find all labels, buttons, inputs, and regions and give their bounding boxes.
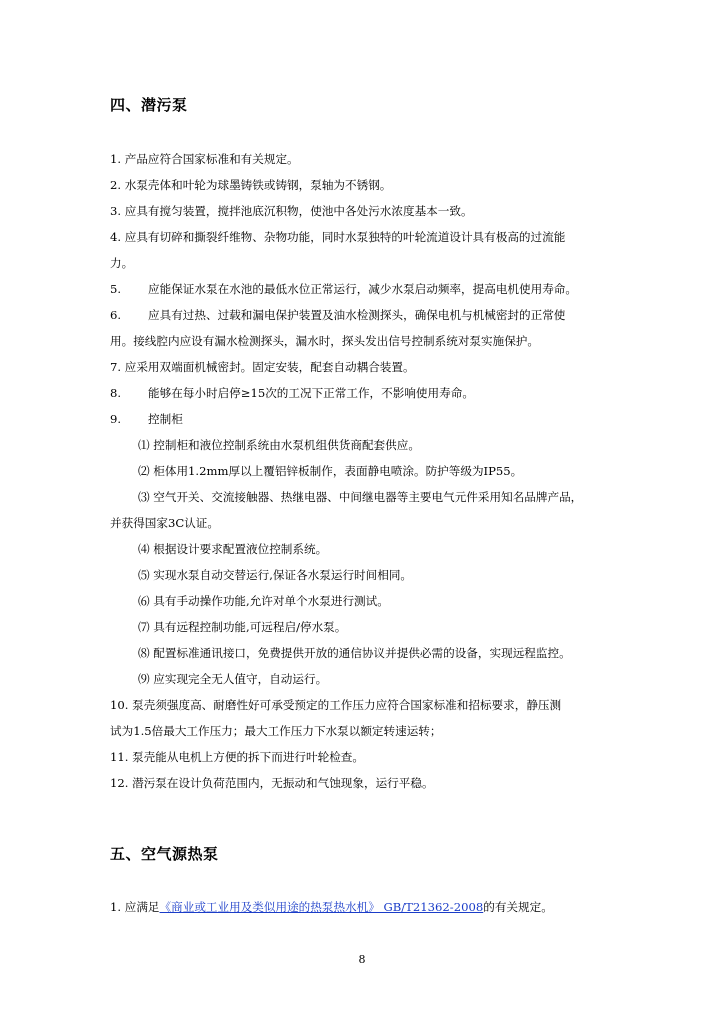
item-5-text: 应能保证水泵在水池的最低水位正常运行，减少水泵启动频率，提高电机使用寿命。: [148, 282, 577, 296]
page-number: 8: [358, 953, 366, 966]
subitem-6: ⑹ 具有手动操作功能,允许对单个水泵进行测试。: [138, 594, 389, 608]
item-1: 1. 产品应符合国家标准和有关规定。: [110, 152, 299, 166]
item-9-text: 控制柜: [148, 412, 183, 426]
item-4-line-1: 4. 应具有切碎和撕裂纤维物、杂物功能，同时水泵独特的叶轮流道设计具有极高的过流能: [110, 230, 566, 244]
item-2: 2. 水泵壳体和叶轮为球墨铸铁或铸钢，泵轴为不锈钢。: [110, 178, 392, 192]
item-3: 3. 应具有搅匀装置，搅拌池底沉积物，使池中各处污水浓度基本一致。: [110, 204, 473, 218]
subitem-9: ⑼ 应实现完全无人值守，自动运行。: [138, 672, 328, 686]
item-9: [110, 412, 183, 426]
item-8: [110, 386, 474, 400]
section-5-heading: 五、空气源热泵: [110, 845, 219, 863]
item-10-line-2: 试为1.5倍最大工作压力；最大工作压力下水泵以额定转速运转；: [110, 724, 442, 738]
subitem-3-line-1: ⑶ 空气开关、交流接触器、热继电器、中间继电器等主要电气元件采用知名品牌产品，: [138, 490, 583, 504]
item-8-text: 能够在每小时启停≥15次的工况下正常工作，不影响使用寿命。: [148, 386, 474, 400]
item-6-text: 应具有过热、过载和漏电保护装置及油水检测探头，确保电机与机械密封的正常使: [148, 308, 566, 322]
subitem-2: ⑵ 柜体用1.2mm厚以上覆铝锌板制作，表面静电喷涂。防护等级为IP55。: [138, 464, 523, 478]
item-9-number: 9.: [110, 412, 122, 426]
item-7: 7. 应采用双端面机械密封。固定安装，配套自动耦合装置。: [110, 360, 415, 374]
standard-reference-link[interactable]: 《商业或工业用及类似用途的热泵热水机》 GB/T21362-2008: [159, 900, 484, 914]
item-10-line-1: 10. 泵壳须强度高、耐磨性好可承受预定的工作压力应符合国家标准和招标要求，静压测: [110, 698, 562, 712]
subitem-8: ⑻ 配置标准通讯接口，免费提供开放的通信协议并提供必需的设备，实现远程监控。: [138, 646, 571, 660]
subitem-5: ⑸ 实现水泵自动交替运行,保证各水泵运行时间相同。: [138, 568, 413, 582]
item-8-number: 8.: [110, 386, 122, 400]
section-5-item-1-suffix: 的有关规定。: [483, 900, 553, 914]
item-4-line-2: 力。: [110, 256, 134, 270]
item-6-number: 6.: [110, 308, 122, 322]
section-5-item-1: [110, 900, 553, 914]
item-5-number: 5.: [110, 282, 122, 296]
item-6-line-1: [110, 308, 565, 322]
item-12: 12. 潜污泵在设计负荷范围内，无振动和气蚀现象，运行平稳。: [110, 776, 434, 790]
subitem-1: ⑴ 控制柜和液位控制系统由水泵机组供货商配套供应。: [138, 438, 420, 452]
subitem-4: ⑷ 根据设计要求配置液位控制系统。: [138, 542, 328, 556]
item-5: [110, 282, 577, 296]
subitem-3-line-2: 并获得国家3C认证。: [110, 516, 219, 530]
item-11: 11. 泵壳能从电机上方便的拆下而进行叶轮检查。: [110, 750, 364, 764]
section-4-heading: 四、潜污泵: [110, 96, 188, 114]
item-6-line-2: 用。接线腔内应设有漏水检测探头，漏水时，探头发出信号控制系统对泵实施保护。: [110, 334, 539, 348]
subitem-7: ⑺ 具有远程控制功能,可远程启/停水泵。: [138, 620, 347, 634]
section-5-item-1-prefix: 1. 应满足: [110, 900, 160, 914]
